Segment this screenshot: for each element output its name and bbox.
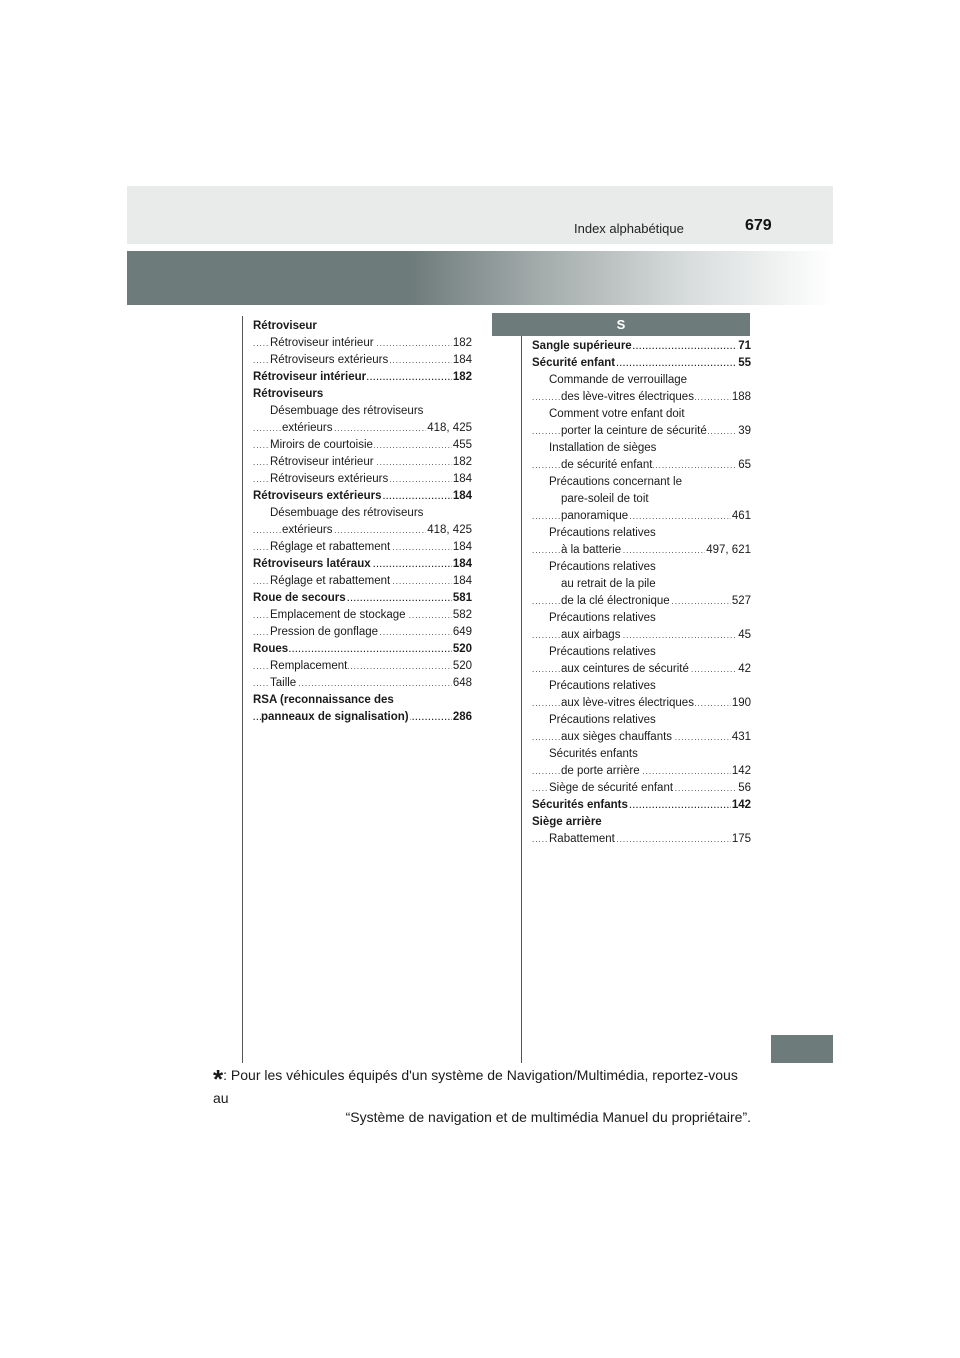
index-entry <box>253 471 472 488</box>
index-entry-text: Roues <box>253 643 289 655</box>
index-entry-text: Réglage et rabattement <box>270 541 391 553</box>
index-entry <box>532 661 751 678</box>
index-entry-page: 184 <box>452 573 472 590</box>
index-entry <box>253 369 472 386</box>
index-entry <box>253 573 472 590</box>
index-entry-page: 527 <box>731 593 751 610</box>
index-entry <box>253 437 472 454</box>
index-entry-text: Rabattement <box>549 833 615 845</box>
index-entry <box>253 624 472 641</box>
index-entry-text: Sécurité enfant <box>532 357 616 369</box>
index-entry-text: de la clé électronique <box>561 595 670 607</box>
index-entry <box>253 675 472 692</box>
index-entry <box>253 709 472 726</box>
index-entry-page: 520 <box>452 658 472 675</box>
index-entry-text: Rétroviseur intérieur <box>253 371 367 383</box>
index-entry-page: 184 <box>452 471 472 488</box>
index-entry-page: 648 <box>452 675 472 692</box>
index-entry-text: Rétroviseurs extérieurs <box>270 354 389 366</box>
index-entry <box>253 607 472 624</box>
index-entry-page: 71 <box>737 338 751 355</box>
chapter-side-tab <box>771 1035 833 1063</box>
index-entry-text: Désembuage des rétroviseurs <box>270 405 424 417</box>
index-entry-page: 175 <box>731 831 751 848</box>
index-entry <box>532 610 751 627</box>
index-entry-text: Comment votre enfant doit <box>549 408 685 420</box>
index-entry <box>253 641 472 658</box>
index-entry-text: Siège de sécurité enfant <box>549 782 674 794</box>
index-entry-text: Précautions relatives <box>549 612 656 624</box>
index-entry <box>532 729 751 746</box>
index-entry-text: extérieurs <box>282 524 333 536</box>
index-entry <box>253 454 472 471</box>
index-entry-text: Réglage et rabattement <box>270 575 391 587</box>
index-entry-page: 45 <box>737 627 751 644</box>
index-entry-page: 182 <box>452 454 472 471</box>
index-entry-text: aux sièges chauffants <box>561 731 673 743</box>
index-entry-page: 190 <box>731 695 751 712</box>
index-entry-text: RSA (reconnaissance des <box>253 694 394 706</box>
index-entry <box>532 576 751 593</box>
index-entry-page: 65 <box>737 457 751 474</box>
header-band <box>127 186 833 244</box>
middle-column-rule <box>521 316 522 1063</box>
footnote-text-1: : Pour les véhicules équipés d'un système de Navigation/Multimédia, reportez-vous au <box>213 1067 738 1106</box>
index-entry-text: Précautions concernant le <box>549 476 682 488</box>
index-entry-text: Précautions relatives <box>549 561 656 573</box>
index-entry-text: Emplacement de stockage <box>270 609 406 621</box>
index-entry-text: extérieurs <box>282 422 333 434</box>
index-entry-page: 182 <box>452 369 472 386</box>
index-entry-page: 39 <box>737 423 751 440</box>
index-entry-text: Désembuage des rétroviseurs <box>270 507 424 519</box>
index-entry-text: de sécurité enfant <box>561 459 653 471</box>
index-entry-text: Précautions relatives <box>549 714 656 726</box>
index-entry <box>253 539 472 556</box>
index-entry-text: Remplacement <box>270 660 348 672</box>
footnote-asterisk: * <box>213 1064 224 1094</box>
index-column-left <box>253 318 472 726</box>
index-entry <box>532 372 751 389</box>
index-entry-text: au retrait de la pile <box>561 578 656 590</box>
index-entry <box>253 420 472 437</box>
index-entry-page: 581 <box>452 590 472 607</box>
index-entry <box>532 763 751 780</box>
index-entry <box>532 644 751 661</box>
index-entry <box>532 338 751 355</box>
index-entry <box>532 525 751 542</box>
index-entry-text: panoramique <box>561 510 629 522</box>
index-entry <box>253 386 472 403</box>
index-entry-page: 184 <box>452 556 472 573</box>
index-entry <box>532 474 751 491</box>
index-entry <box>253 522 472 539</box>
index-entry-text: Sécurités enfants <box>532 799 628 811</box>
index-entry <box>253 318 472 335</box>
index-entry <box>532 678 751 695</box>
index-entry-text: Pression de gonflage <box>270 626 379 638</box>
index-entry <box>253 505 472 522</box>
index-entry <box>253 590 472 607</box>
index-entry <box>532 814 751 831</box>
index-entry <box>532 780 751 797</box>
index-entry-text: Rétroviseurs extérieurs <box>253 490 382 502</box>
index-entry-page: 497, 621 <box>705 542 751 559</box>
footnote-line-2: “Système de navigation et de multimédia Manuel du propriétaire”. <box>345 1109 751 1125</box>
index-entry-text: Rétroviseur <box>253 320 317 332</box>
index-entry <box>253 556 472 573</box>
index-entry-page: 649 <box>452 624 472 641</box>
index-entry-text: Précautions relatives <box>549 527 656 539</box>
index-entry-page: 455 <box>452 437 472 454</box>
index-entry <box>532 746 751 763</box>
index-entry <box>532 355 751 372</box>
page-number: 679 <box>745 217 772 234</box>
index-entry <box>532 423 751 440</box>
index-entry-page: 55 <box>737 355 751 372</box>
index-entry-page: 56 <box>737 780 751 797</box>
index-entry <box>532 491 751 508</box>
index-entry-text: Précautions relatives <box>549 680 656 692</box>
index-entry-text: des lève-vitres électriques <box>561 391 694 403</box>
footnote-line-1 <box>213 1066 751 1108</box>
index-entry <box>253 335 472 352</box>
index-entry-page: 431 <box>731 729 751 746</box>
index-entry-text: Sécurités enfants <box>549 748 638 760</box>
index-entry <box>253 403 472 420</box>
index-entry-text: aux airbags <box>561 629 621 641</box>
index-entry-text: Taille <box>270 677 297 689</box>
index-entry <box>532 559 751 576</box>
index-entry-page: 184 <box>452 352 472 369</box>
index-entry-page: 142 <box>731 797 751 814</box>
index-entry <box>532 542 751 559</box>
index-entry <box>253 692 472 709</box>
page-title: Index alphabétique <box>574 221 684 236</box>
index-entry <box>532 712 751 729</box>
index-entry-page: 184 <box>452 488 472 505</box>
index-entry-page: 418, 425 <box>426 420 472 437</box>
index-entry-text: porter la ceinture de sécurité <box>561 425 707 437</box>
index-entry-text: Siège arrière <box>532 816 602 828</box>
index-entry-text: Sangle supérieure <box>532 340 632 352</box>
index-entry-text: Miroirs de courtoisie <box>270 439 373 451</box>
index-entry-text: Rétroviseurs <box>253 388 324 400</box>
index-entry-text: aux ceintures de sécurité <box>561 663 689 675</box>
index-entry-text: Rétroviseur intérieur <box>270 337 374 349</box>
left-column-rule <box>242 316 243 1063</box>
index-entry-page: 286 <box>452 709 472 726</box>
index-entry-page: 520 <box>452 641 472 658</box>
index-entry-page: 188 <box>731 389 751 406</box>
index-entry-text: Installation de sièges <box>549 442 657 454</box>
index-entry-page: 582 <box>452 607 472 624</box>
index-entry-text: Roue de secours <box>253 592 346 604</box>
index-column-right <box>532 338 751 848</box>
index-entry-text: Commande de verrouillage <box>549 374 688 386</box>
index-entry-page: 184 <box>452 539 472 556</box>
index-entry <box>532 508 751 525</box>
index-entry-text: aux lève-vitres électriques <box>561 697 694 709</box>
index-entry-text: Rétroviseurs latéraux <box>253 558 371 570</box>
index-entry-text: Rétroviseur intérieur <box>270 456 374 468</box>
index-entry-page: 42 <box>737 661 751 678</box>
index-entry <box>532 389 751 406</box>
index-entry-page: 418, 425 <box>426 522 472 539</box>
index-entry <box>532 406 751 423</box>
index-entry <box>532 695 751 712</box>
index-entry <box>532 440 751 457</box>
index-entry <box>532 593 751 610</box>
chapter-gradient-band <box>127 251 833 305</box>
index-entry-text: Rétroviseurs extérieurs <box>270 473 389 485</box>
index-entry-page: 461 <box>731 508 751 525</box>
index-entry <box>532 457 751 474</box>
index-entry-text: pare-soleil de toit <box>561 493 649 505</box>
index-entry <box>532 627 751 644</box>
index-entry-page: 182 <box>452 335 472 352</box>
index-entry <box>532 797 751 814</box>
index-entry <box>532 831 751 848</box>
index-entry-text: à la batterie <box>561 544 622 556</box>
index-entry-text: panneaux de signalisation) <box>261 711 409 723</box>
index-entry-text: Précautions relatives <box>549 646 656 658</box>
index-entry-page: 142 <box>731 763 751 780</box>
index-entry <box>253 488 472 505</box>
index-entry <box>253 658 472 675</box>
index-entry-text: de porte arrière <box>561 765 640 777</box>
index-entry <box>253 352 472 369</box>
footnote <box>213 1066 751 1127</box>
section-letter-banner: S <box>492 313 750 336</box>
